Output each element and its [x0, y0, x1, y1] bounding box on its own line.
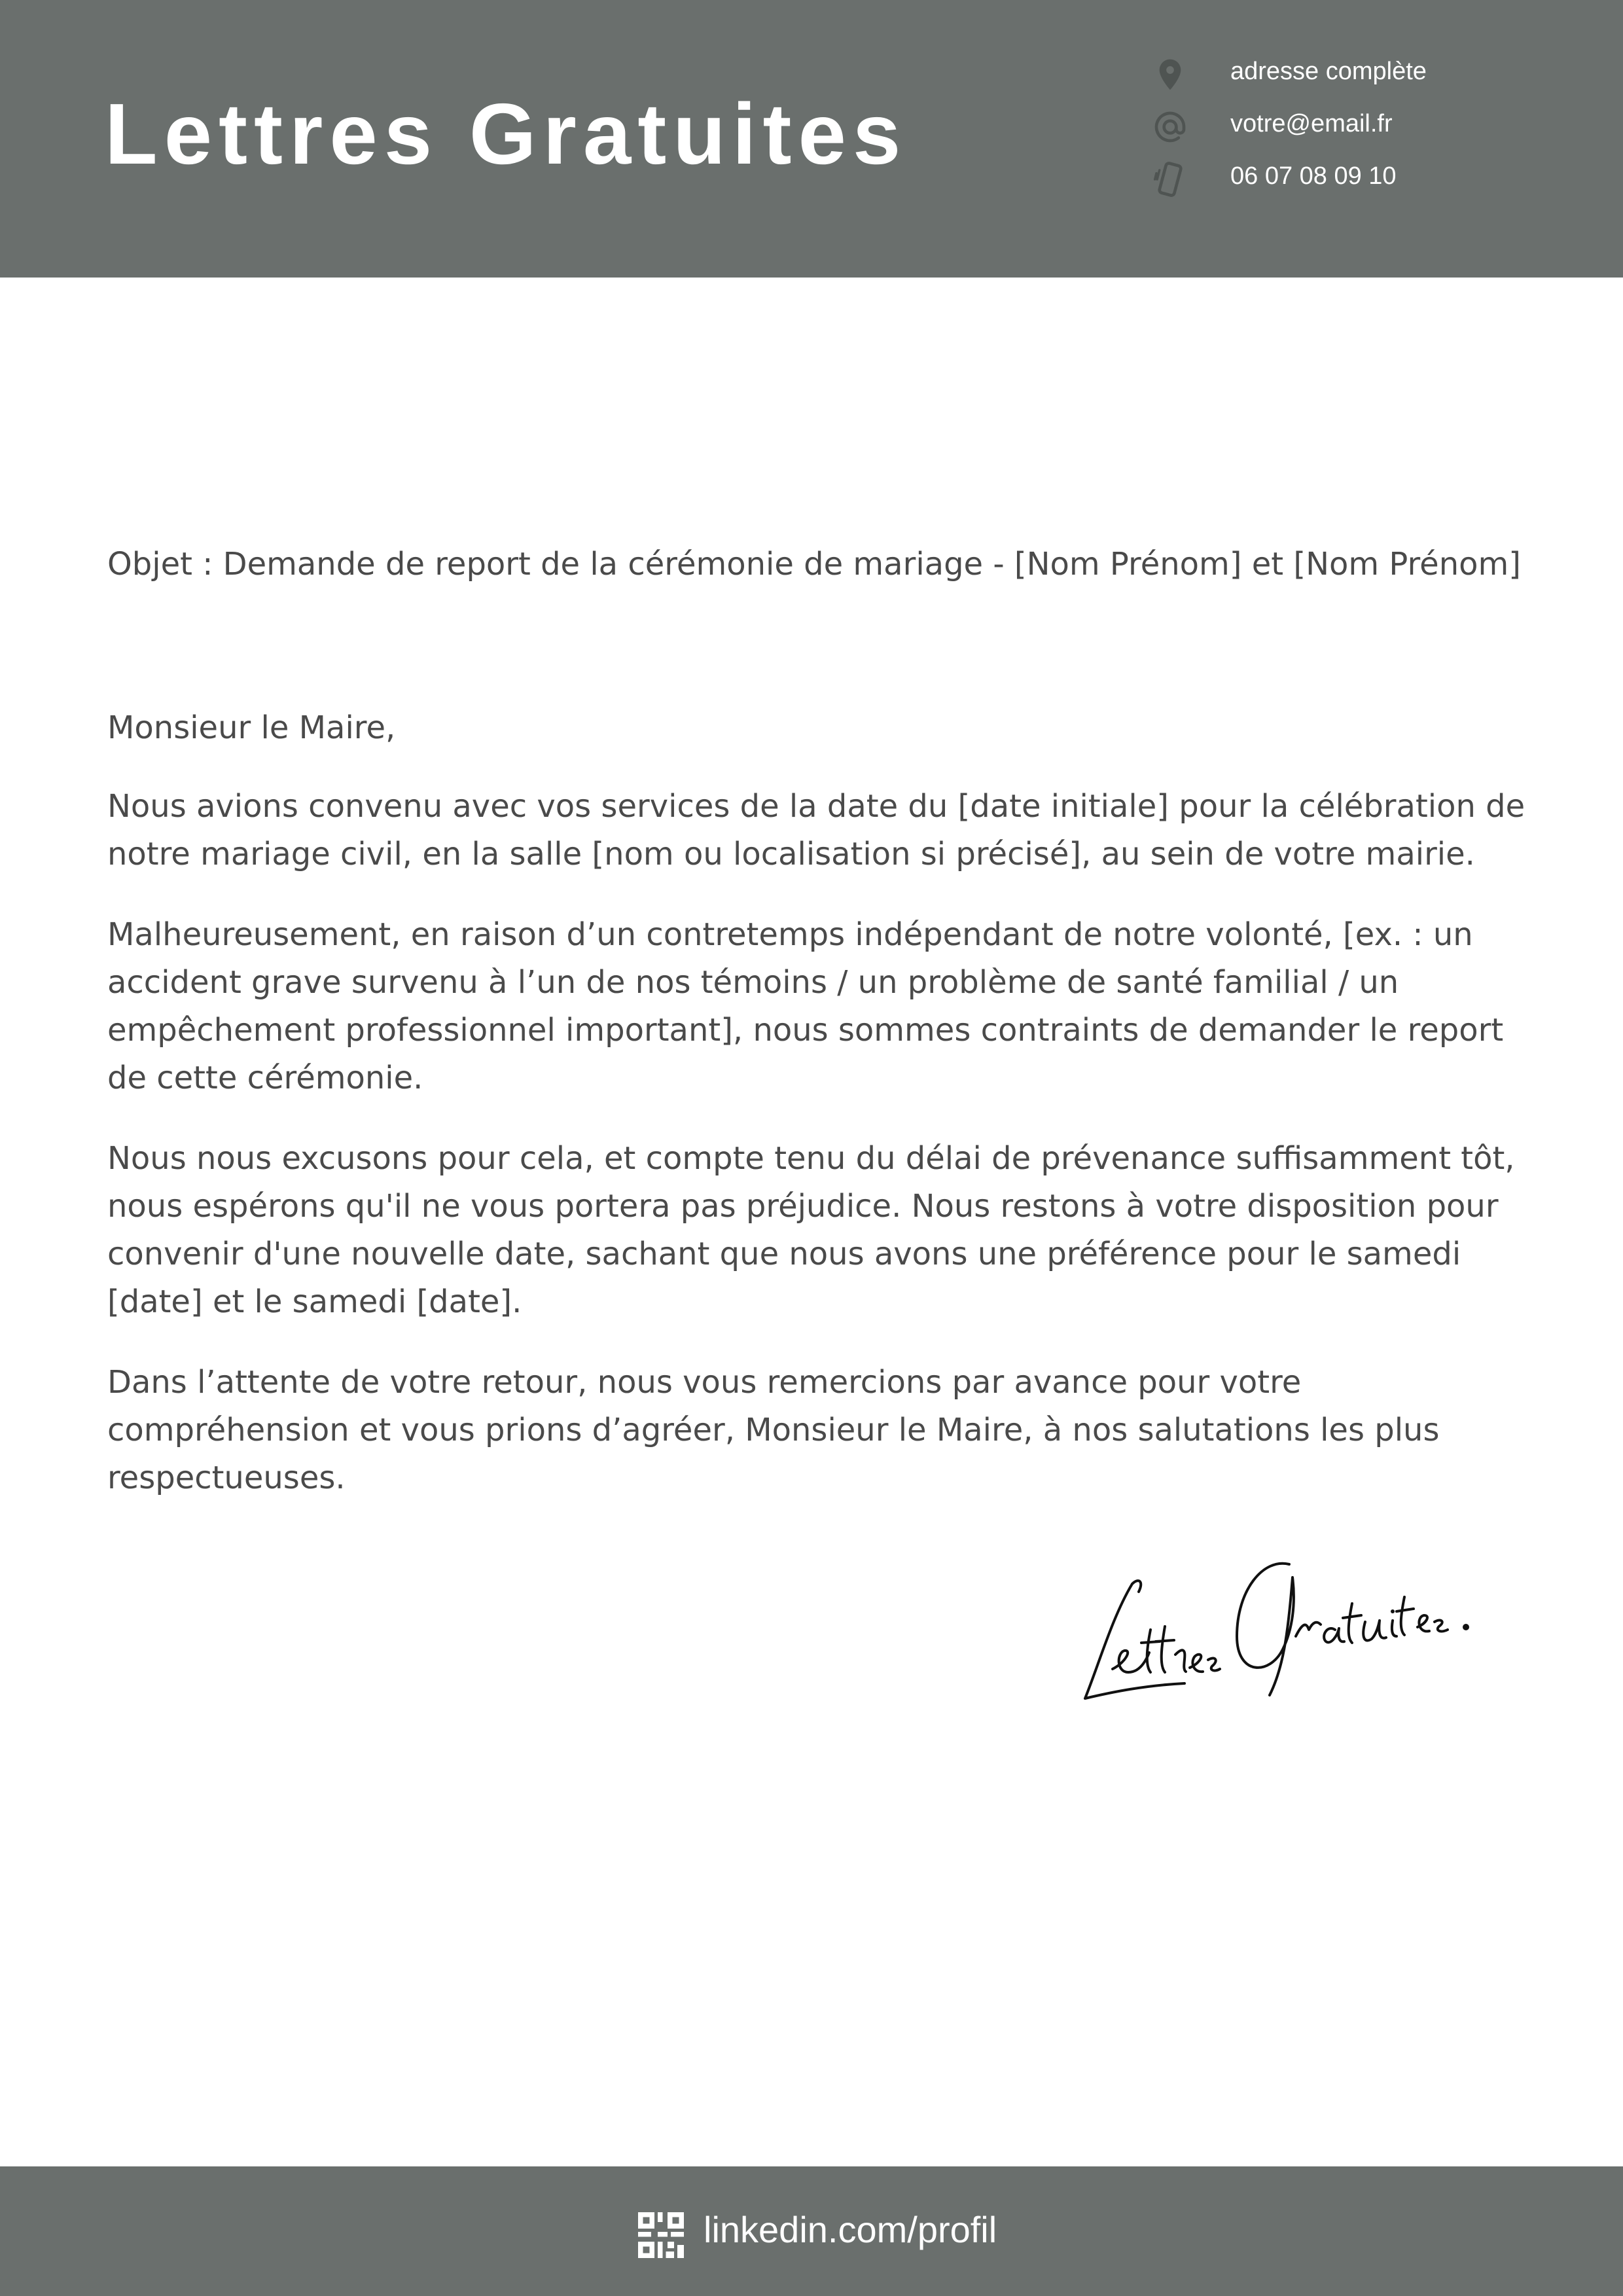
at-sign-icon	[1152, 109, 1188, 145]
location-pin-icon	[1152, 56, 1188, 93]
linkedin-link[interactable]: linkedin.com/profil	[704, 2209, 997, 2250]
sender-name: Lettres Gratuites	[105, 86, 908, 182]
letter-subject: Objet : Demande de report de la cérémonie de mariage - [Nom Prénom] et [Nom Prénom]	[107, 546, 1521, 583]
contact-block	[1152, 54, 1597, 211]
phone-icon	[1152, 161, 1188, 198]
contact-address	[1152, 54, 1597, 106]
letter-body	[107, 783, 1527, 1502]
letter-paragraph: Malheureusement, en raison d’un contretemps indépendant de notre volonté, [ex. : un accident grave survenu à l’un de nos témoins / un problème de santé familial / un empêchement professionnel important], nous sommes contraints de demander le report de cette cérémonie.	[107, 916, 1504, 1096]
contact-phone	[1152, 158, 1597, 211]
email-text[interactable]: votre@email.fr	[1230, 110, 1393, 137]
contact-email	[1152, 106, 1597, 158]
letter-paragraph: Nous nous excusons pour cela, et compte tenu du délai de prévenance suffisamment tôt, nous espérons qu'il ne vous portera pas préjudice. Nous restons à votre disposition pour convenir d'une nouvelle date, sachant que nous avons une préférence pour le samedi [date] et le samedi [date].	[107, 1140, 1515, 1320]
footer-band	[0, 2166, 1623, 2296]
address-text: adresse complète	[1230, 58, 1427, 85]
letter-paragraph: Dans l’attente de votre retour, nous vous remercions par avance pour votre compréhension et vous prions d’agréer, Monsieur le Maire, à nos salutations les plus respectueuses.	[107, 1364, 1440, 1496]
letter-paragraph: Nous avions convenu avec vos services de la date du [date initiale] pour la célébration de notre mariage civil, en la salle [nom ou localisation si précisé], au sein de votre mairie.	[107, 788, 1525, 872]
header-band	[0, 0, 1623, 278]
qr-code-icon	[638, 2212, 684, 2258]
handwritten-signature	[1073, 1538, 1492, 1721]
letter-greeting: Monsieur le Maire,	[107, 709, 396, 746]
phone-text[interactable]: 06 07 08 09 10	[1230, 162, 1397, 190]
